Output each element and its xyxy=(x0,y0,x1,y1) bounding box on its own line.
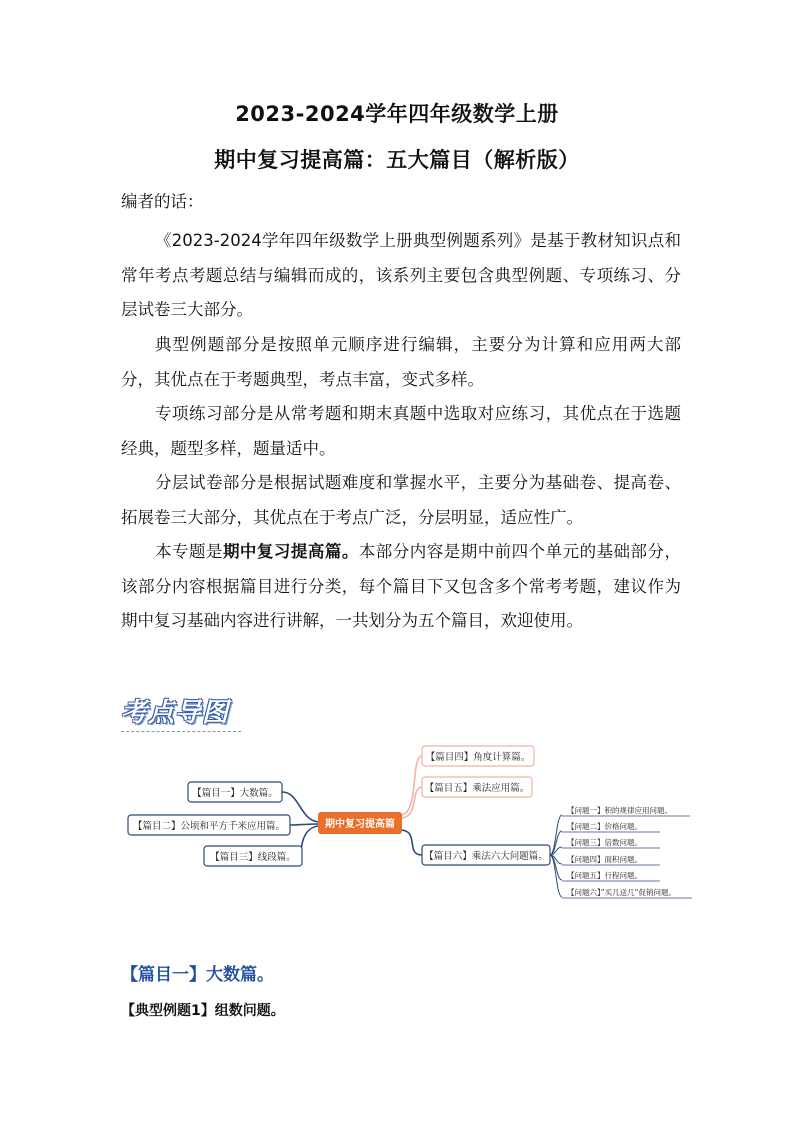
mindmap-heading: 考点导图 xyxy=(121,698,230,728)
mindmap-sub-label-5: 【问题五】行程问题。 xyxy=(567,871,642,880)
mindmap-center-label: 期中复习提高篇 xyxy=(325,819,395,830)
mindmap-left-label-2: 【篇目二】公顷和平方千米应用篇。 xyxy=(132,821,286,832)
mindmap-sub-label-6: 【问题六】”买几送几“促销问题。 xyxy=(567,888,677,897)
para5-rest: 本部分内容是期中前四个单元的基础部分，该部分内容根据篇目进行分类，每个篇目下又包含多个常考考题，建议作为期中复习基础内容进行讲解，一共划分为五个篇目，欢迎使用。 xyxy=(121,542,682,630)
intro-paragraph-4: 分层试卷部分是根据试题难度和掌握水平，主要分为基础卷、提高卷、拓展卷三大部分，其优点在于考点广泛，分层明显，适应性广。 xyxy=(121,473,681,527)
mindmap-left-label-3: 【篇目三】线段篇。 xyxy=(210,852,296,863)
title-line-2: 期中复习提高篇：五大篇目（解析版） xyxy=(214,148,580,172)
para5-prefix: 本专题是 xyxy=(155,542,223,561)
connector-sub-1 xyxy=(550,815,562,855)
mindmap-sub-label-1: 【问题一】积的规律应用问题。 xyxy=(567,806,672,815)
mindmap-sub-label-3: 【问题三】倍数问题。 xyxy=(567,838,642,847)
mindmap-sub-label-2: 【问题二】价格问题。 xyxy=(567,822,642,831)
mindmap-right-label-3: 【篇目六】乘法六大问题篇。 xyxy=(424,851,548,862)
intro-paragraph-3: 专项练习部分是从常考题和期末真题中选取对应练习，其优点在于选题经典，题型多样，题量适中。 xyxy=(121,404,681,458)
connector-4 xyxy=(400,756,422,815)
para5-bold: 期中复习提高篇。 xyxy=(222,542,359,561)
connector-3 xyxy=(301,826,320,856)
mindmap-right-label-1: 【篇目四】角度计算篇。 xyxy=(425,752,531,763)
intro-paragraph-2: 典型例题部分是按照单元顺序进行编辑，主要分为计算和应用两大部分，其优点在于考题典型，考点丰富，变式多样。 xyxy=(121,335,681,389)
mindmap-sub-nodes xyxy=(562,805,692,898)
connector-2 xyxy=(290,824,320,825)
mindmap-sub-label-4: 【问题四】面积问题。 xyxy=(567,855,642,864)
connector-6 xyxy=(400,830,422,855)
connector-sub-6 xyxy=(550,855,562,897)
example-heading: 【典型例题1】组数问题。 xyxy=(121,1003,285,1019)
title-line-1: 2023-2024学年四年级数学上册 xyxy=(235,102,559,126)
section-heading: 【篇目一】大数篇。 xyxy=(121,965,274,985)
intro-paragraph-1: 《2023-2024学年四年级数学上册典型例题系列》是基于教材知识点和常年考点考题总结与编辑而成的，该系列主要包含典型例题、专项练习、分层试卷三大部分。 xyxy=(121,231,681,319)
editor-label: 编者的话： xyxy=(121,192,204,211)
mindmap-right-label-2: 【篇目五】乘法应用篇。 xyxy=(424,783,530,794)
mindmap-left-label-1: 【篇目一】大数篇。 xyxy=(192,788,278,799)
